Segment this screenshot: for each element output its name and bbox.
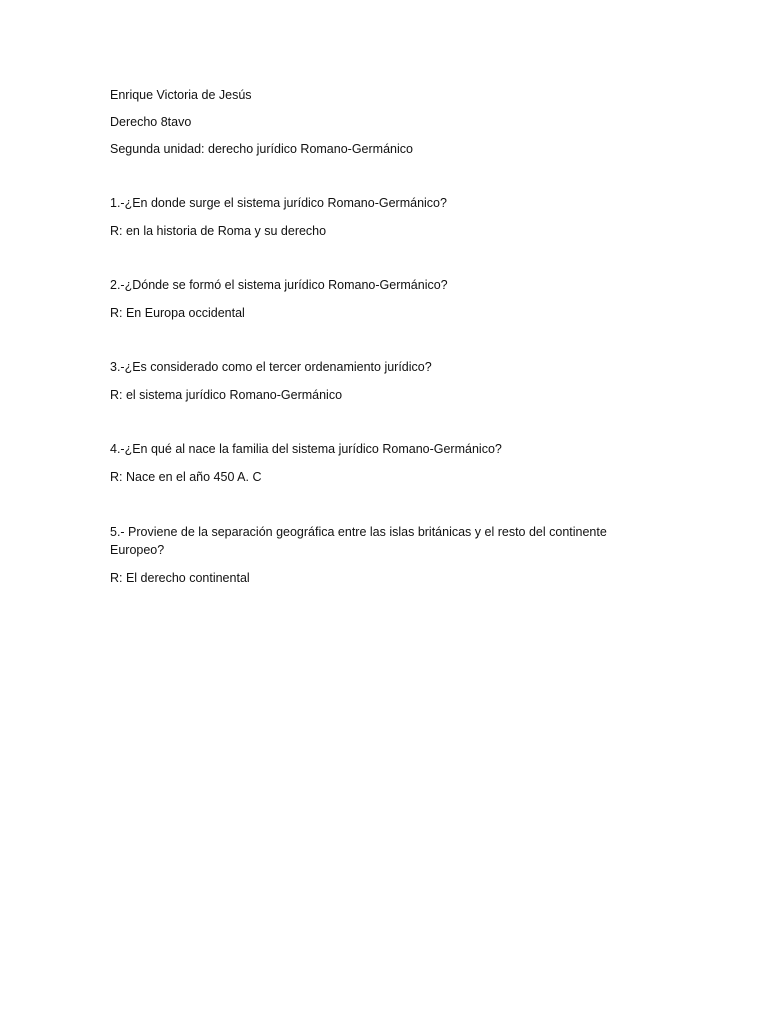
qa-item-2	[110, 276, 650, 322]
question-4: 4.-¿En qué al nace la familia del sistema jurídico Romano-Germánico?	[110, 442, 502, 456]
answer-3: R: el sistema jurídico Romano-Germánico	[110, 388, 343, 402]
student-name: Enrique Victoria de Jesús	[110, 88, 252, 102]
answer-5: R: El derecho continental	[110, 571, 250, 585]
answer-4: R: Nace en el año 450 A. C	[110, 470, 262, 484]
answer-1: R: en la historia de Roma y su derecho	[110, 224, 327, 238]
answer-2: R: En Europa occidental	[110, 306, 245, 320]
qa-item-5	[110, 523, 650, 587]
course-name: Derecho 8tavo	[110, 115, 192, 129]
question-5: 5.- Proviene de la separación geográfica entre las islas británicas y el resto del continente Europeo?	[110, 525, 611, 557]
qa-item-1	[110, 194, 650, 240]
unit-title: Segunda unidad: derecho jurídico Romano-Germánico	[110, 142, 413, 156]
document-header	[110, 86, 650, 167]
question-3: 3.-¿Es considerado como el tercer ordenamiento jurídico?	[110, 360, 432, 374]
qa-item-4	[110, 440, 650, 486]
question-1: 1.-¿En donde surge el sistema jurídico Romano-Germánico?	[110, 196, 447, 210]
qa-item-3	[110, 358, 650, 404]
question-2: 2.-¿Dónde se formó el sistema jurídico Romano-Germánico?	[110, 278, 448, 292]
